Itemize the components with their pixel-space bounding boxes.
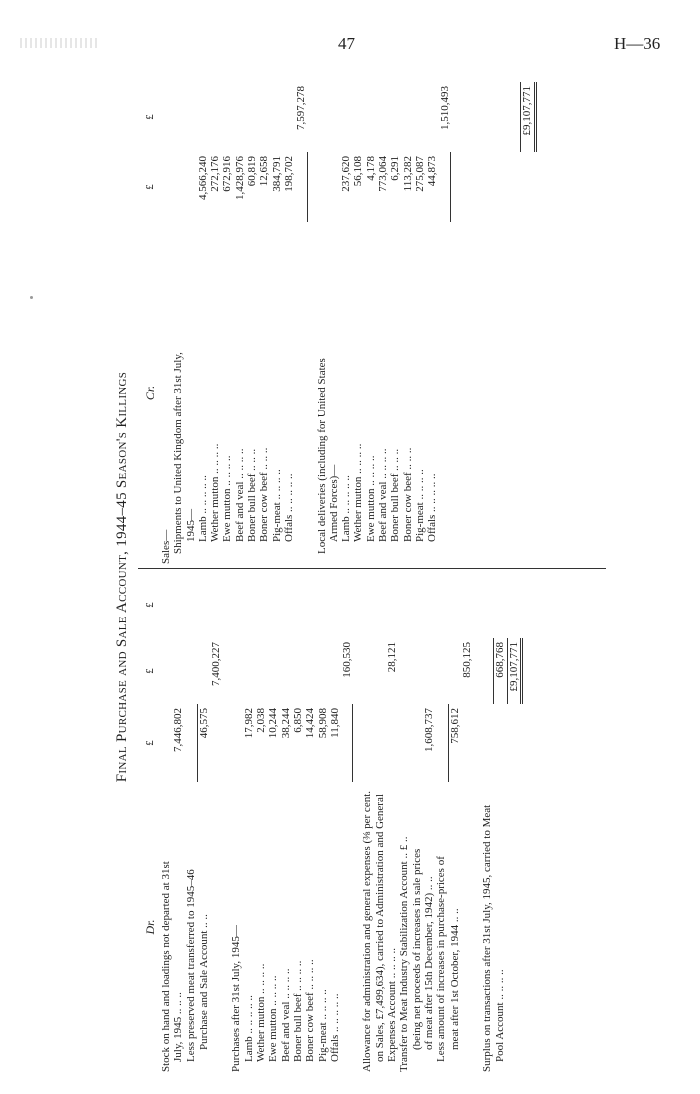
- row-label: Less preserved meat transferred to 1945–46: [184, 869, 197, 1062]
- amount-c1: 10,244: [267, 708, 280, 739]
- row-label: Beef and veal .. .. .. ..: [279, 968, 292, 1062]
- amount-c1: 11,840: [328, 708, 341, 738]
- debit-row: [197, 572, 210, 1072]
- debit-row: [255, 572, 267, 1072]
- debit-row: [230, 572, 242, 1072]
- account-sheet: [116, 82, 606, 1072]
- row-label: Shipments to United Kingdom after 31st July,: [172, 352, 185, 554]
- debit-col-head-1: £: [144, 740, 156, 746]
- debit-row: [507, 572, 523, 1072]
- amount-c1: [307, 152, 308, 222]
- row-label: 1945—: [184, 509, 197, 542]
- document-reference: H—36: [614, 34, 661, 53]
- row-label: Boner bull beef .. .. .. ..: [291, 960, 304, 1062]
- row-label: Sales—: [160, 529, 172, 564]
- credit-row: [271, 82, 283, 564]
- debit-row: [243, 572, 255, 1072]
- credit-row: [340, 82, 352, 564]
- credit-row: [234, 82, 246, 564]
- credit-row: [389, 82, 401, 564]
- amount-c1: 44,873: [426, 156, 439, 187]
- credit-row: [209, 82, 221, 564]
- credit-row: [197, 82, 209, 564]
- debit-row: [172, 572, 184, 1072]
- row-label: Ewe mutton .. .. .. ..: [267, 975, 280, 1062]
- debit-row: [160, 572, 172, 1072]
- amount-c1: 113,282: [401, 156, 414, 192]
- row-label: Local deliveries (including for United States: [315, 358, 328, 554]
- credit-col-head-1: £: [144, 184, 156, 190]
- debit-row: [448, 572, 461, 1072]
- amount-c2: 7,597,278: [295, 86, 308, 130]
- row-label: Offals .. .. .. .. ..: [426, 473, 439, 542]
- row-label: Wether mutton .. .. .. ..: [255, 963, 268, 1062]
- amount-c1: 1,608,737: [422, 708, 435, 752]
- column-divider: [138, 568, 606, 569]
- row-label: Boner cow beef .. .. ..: [401, 447, 414, 542]
- debit-row: [304, 572, 316, 1072]
- debit-row: [435, 572, 447, 1072]
- row-label: Surplus on transactions after 31st July, 1945, carried to Meat: [481, 804, 494, 1072]
- row-label: July, 1945 .. .. ..: [172, 992, 185, 1062]
- credit-row: [185, 82, 197, 564]
- row-label: Beef and veal .. .. .. ..: [377, 448, 390, 542]
- debit-row: [386, 572, 398, 1072]
- credit-row: [496, 82, 508, 564]
- debit-row: [267, 572, 279, 1072]
- credit-row: [459, 82, 471, 564]
- row-label: Wether mutton .. .. .. ..: [352, 443, 365, 542]
- credit-col-head-2: £: [144, 114, 156, 120]
- account-title: Final Purchase and Sale Account, 1944–45 Season's Killings: [114, 371, 130, 783]
- amount-c1: 12,658: [258, 156, 271, 187]
- row-label: Lamb .. .. .. .. ..: [196, 475, 209, 542]
- credit-row: [246, 82, 258, 564]
- credit-row: [365, 82, 377, 564]
- row-label: Expenses Account .. .. .. ..: [386, 948, 399, 1062]
- debit-row: [341, 572, 353, 1072]
- credit-row: [316, 82, 328, 564]
- row-label: Boner cow beef .. .. ..: [258, 447, 271, 542]
- row-label: (being net proceeds of increases in sale prices: [410, 848, 423, 1050]
- row-label: Armed Forces)—: [327, 464, 340, 542]
- amount-c2: 1,510,493: [438, 86, 451, 130]
- row-label: on Sales, £7,499,634), carried to Administration and General: [373, 794, 386, 1062]
- credit-row: [402, 82, 414, 564]
- debit-row: [329, 572, 341, 1072]
- credit-row: [483, 82, 495, 564]
- credit-label: Cr.: [143, 385, 157, 401]
- row-label: meat after 1st October, 1944 .. ..: [448, 908, 461, 1050]
- row-label: Lamb .. .. .. .. ..: [340, 475, 353, 542]
- row-label: Offals .. .. .. .. ..: [328, 993, 341, 1062]
- credit-row: [471, 82, 483, 564]
- credit-row: [426, 82, 438, 564]
- row-label: Stock on hand and loadings not departed at 31st: [160, 861, 172, 1072]
- row-label: Ewe mutton .. .. .. ..: [221, 455, 234, 542]
- debit-row: [411, 572, 423, 1072]
- amount-c1: 198,702: [282, 156, 295, 192]
- debit-row: [317, 572, 329, 1072]
- amount-c1: 272,176: [209, 156, 222, 192]
- credit-row: [439, 82, 451, 564]
- credit-row: [172, 82, 184, 564]
- amount-c1: 237,620: [340, 156, 353, 192]
- row-label: Pig-meat .. .. .. ..: [270, 469, 283, 542]
- credit-row: [508, 82, 520, 564]
- amount-c1: 14,424: [304, 708, 317, 739]
- debit-row: [398, 572, 410, 1072]
- row-label: Transfer to Meat Industry Stabilization Account .. £ ..: [398, 836, 411, 1072]
- credit-row: [328, 82, 340, 564]
- debit-row: [461, 572, 473, 1072]
- row-label: Pig-meat .. .. .. ..: [413, 469, 426, 542]
- page-number: 47: [338, 34, 355, 53]
- amount-c1: 56,108: [352, 156, 365, 187]
- row-gap: [222, 572, 230, 1072]
- amount-c1: [352, 704, 353, 782]
- credit-row: [221, 82, 233, 564]
- amount-c1: 384,791: [270, 156, 283, 192]
- amount-c1: 758,612: [448, 704, 461, 782]
- amount-c2: 7,400,227: [210, 642, 223, 686]
- row-gap: [473, 572, 481, 1072]
- scan-specks: [20, 38, 98, 48]
- debit-row: [185, 572, 197, 1072]
- amount-c2: 160,530: [341, 642, 354, 678]
- debit-header: [144, 572, 158, 1072]
- debit-row: [210, 572, 222, 1072]
- amount-c1: 773,064: [377, 156, 390, 192]
- debit-row: [292, 572, 304, 1072]
- amount-c2: 28,121: [386, 642, 399, 673]
- amount-c1: 2,038: [255, 708, 268, 733]
- debit-col-head-3: £: [144, 602, 156, 608]
- row-label: Wether mutton .. .. .. ..: [209, 443, 222, 542]
- amount-c1: [450, 152, 451, 222]
- row-label: Lamb .. .. .. .. ..: [242, 995, 255, 1062]
- row-label: Boner cow beef .. .. .. ..: [304, 959, 317, 1062]
- credit-row: [377, 82, 389, 564]
- debit-side: [144, 572, 523, 1072]
- amount-c1: 4,178: [364, 156, 377, 181]
- amount-c1: 46,575: [197, 704, 210, 782]
- amount-c1: 58,908: [316, 708, 329, 739]
- credit-row: [414, 82, 426, 564]
- row-gap: [451, 82, 459, 564]
- amount-c2: 850,125: [460, 642, 473, 678]
- credit-side: [144, 82, 537, 564]
- credit-row: [160, 82, 172, 564]
- amount-c1: 7,446,802: [172, 708, 185, 752]
- row-label: Allowance for administration and general expenses (⅜ per cent.: [361, 790, 374, 1072]
- credit-rows: [160, 82, 537, 564]
- debit-label: Dr.: [143, 919, 157, 935]
- debit-row: [423, 572, 435, 1072]
- row-label: Offals .. .. .. .. ..: [282, 473, 295, 542]
- row-label: Pool Account .. .. .. ..: [494, 969, 507, 1062]
- credit-row: [352, 82, 364, 564]
- amount-c1: 17,982: [242, 708, 255, 739]
- amount-c2: 668,768: [493, 638, 506, 704]
- amount-c1: 6,850: [291, 708, 304, 733]
- debit-row: [361, 572, 373, 1072]
- debit-row: [481, 572, 493, 1072]
- row-label: Purchases after 31st July, 1945—: [230, 925, 243, 1072]
- row-label: Boner bull beef .. .. ..: [246, 448, 259, 542]
- row-label: Ewe mutton .. .. .. ..: [364, 455, 377, 542]
- amount-c1: 1,428,976: [233, 156, 246, 200]
- row-gap: [308, 82, 316, 564]
- row-label: Beef and veal .. .. .. ..: [233, 448, 246, 542]
- credit-row: [283, 82, 295, 564]
- amount-c1: 275,087: [413, 156, 426, 192]
- scan-dot: [30, 296, 33, 299]
- amount-c1: 4,566,240: [196, 156, 209, 200]
- debit-row: [493, 572, 506, 1072]
- credit-row: [295, 82, 307, 564]
- amount-c2: £9,107,771: [520, 82, 536, 152]
- debit-row: [374, 572, 386, 1072]
- debit-rows: [160, 572, 523, 1072]
- amount-c1: 60,819: [246, 156, 259, 187]
- amount-c2: £9,107,771: [507, 638, 523, 704]
- amount-c1: 672,916: [221, 156, 234, 192]
- row-label: Pig-meat .. .. .. ..: [316, 989, 329, 1062]
- debit-row: [280, 572, 292, 1072]
- credit-header: [144, 82, 158, 564]
- row-label: Boner bull beef .. .. ..: [389, 448, 402, 542]
- row-label: Purchase and Sale Account .. ..: [197, 914, 210, 1050]
- credit-row: [520, 82, 536, 564]
- row-label: Less amount of increases in purchase-prices of: [435, 856, 448, 1062]
- row-gap: [353, 572, 361, 1072]
- credit-row: [258, 82, 270, 564]
- debit-col-head-2: £: [144, 668, 156, 674]
- amount-c1: 6,291: [389, 156, 402, 181]
- amount-c1: 38,244: [279, 708, 292, 739]
- row-label: of meat after 15th December, 1942) .. ..: [422, 876, 435, 1050]
